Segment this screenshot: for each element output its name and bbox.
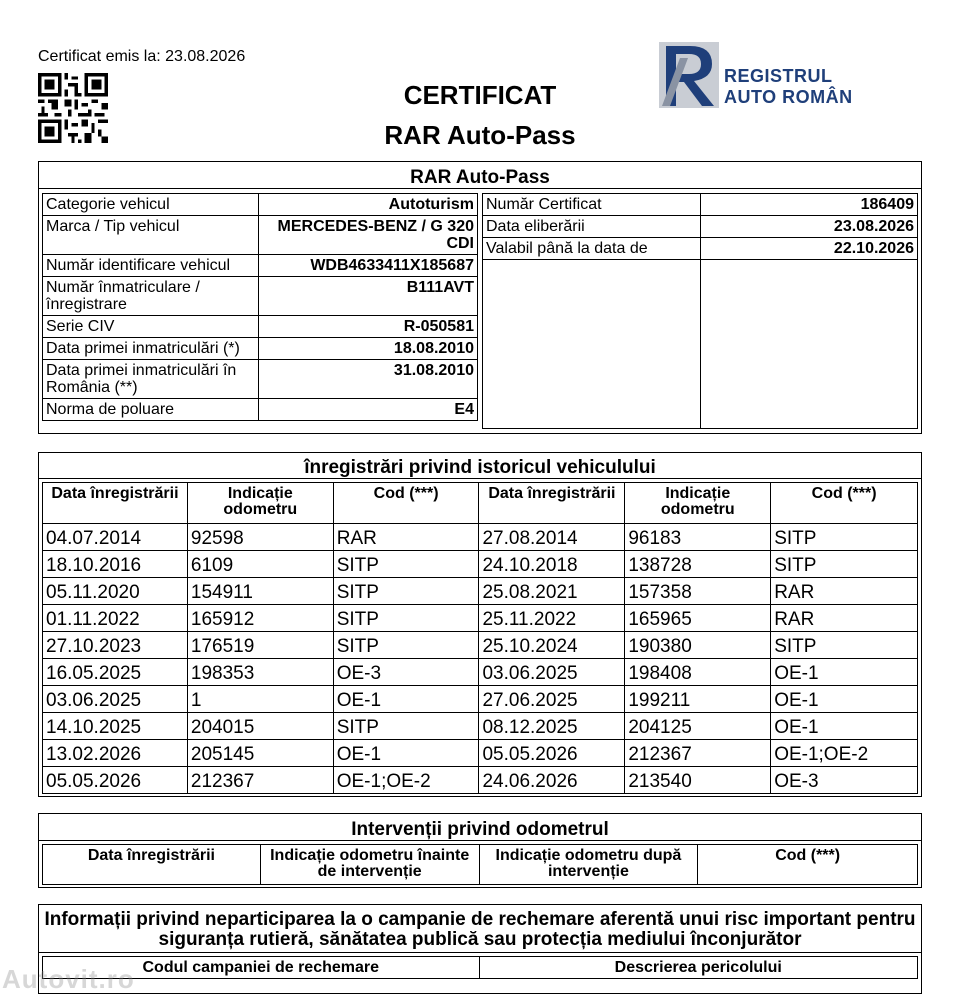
table-cell: OE-1 <box>771 713 918 740</box>
table-cell: SITP <box>333 551 479 578</box>
table-cell: 199211 <box>625 686 771 713</box>
table-cell: RAR <box>771 605 918 632</box>
table-cell: 198353 <box>187 659 333 686</box>
table-cell: 16.05.2025 <box>43 659 188 686</box>
vehicle-details-table <box>42 193 478 421</box>
table-cell: 03.06.2025 <box>43 686 188 713</box>
table-cell: 138728 <box>625 551 771 578</box>
table-row <box>43 524 918 551</box>
column-header: Indicație odometru înainte de intervenție <box>260 845 479 885</box>
table-row <box>43 605 918 632</box>
table-cell: SITP <box>333 632 479 659</box>
qr-code-icon <box>38 73 108 143</box>
table-cell: SITP <box>333 605 479 632</box>
table-cell: 05.05.2026 <box>479 740 625 767</box>
table-cell: 92598 <box>187 524 333 551</box>
table-cell: 25.10.2024 <box>479 632 625 659</box>
watermark-text: Autovit.ro <box>2 964 135 994</box>
table-cell: SITP <box>771 632 918 659</box>
column-header: Descrierea pericolului <box>479 957 918 979</box>
table-cell: 24.06.2026 <box>479 767 625 794</box>
table-row <box>43 740 918 767</box>
table-cell: SITP <box>333 578 479 605</box>
table-cell: 204125 <box>625 713 771 740</box>
odometer-section-title: Intervenții privind odometrul <box>351 819 609 840</box>
table-row: Data primei inmatriculări (*) 18.08.2010 <box>43 338 478 360</box>
history-table <box>42 482 918 794</box>
table-cell: OE-1 <box>333 686 479 713</box>
table-row: Categorie vehicul Autoturism <box>43 194 478 216</box>
table-cell: OE-1 <box>771 686 918 713</box>
rar-logo-text: REGISTRUL AUTO ROMÂN <box>724 66 853 107</box>
column-header: Data înregistrării <box>479 483 625 524</box>
issued-date: Certificat emis la: 23.08.2026 <box>38 48 246 65</box>
table-row: Marca / Tip vehicul MERCEDES-BENZ / G 320 CDI <box>43 216 478 255</box>
table-row: Norma de poluare E4 <box>43 399 478 421</box>
certificate-subtitle: RAR Auto-Pass <box>384 120 576 150</box>
table-cell: 154911 <box>187 578 333 605</box>
column-header: Cod (***) <box>698 845 918 885</box>
table-cell: 213540 <box>625 767 771 794</box>
column-header: Cod (***) <box>771 483 918 524</box>
table-cell: 05.05.2026 <box>43 767 188 794</box>
table-row <box>43 767 918 794</box>
table-cell: 13.02.2026 <box>43 740 188 767</box>
certificate-details-table <box>482 193 918 429</box>
table-cell: 205145 <box>187 740 333 767</box>
table-cell: OE-1;OE-2 <box>333 767 479 794</box>
table-row: Număr înmatriculare / înregistrare B111AVT <box>43 277 478 316</box>
table-cell: 04.07.2014 <box>43 524 188 551</box>
table-row-empty <box>483 260 918 429</box>
table-row: Data eliberării 23.08.2026 <box>483 216 918 238</box>
vehicle-section-title: RAR Auto-Pass <box>410 167 550 188</box>
table-cell: 14.10.2025 <box>43 713 188 740</box>
table-cell: 27.10.2023 <box>43 632 188 659</box>
column-header: Cod (***) <box>333 483 479 524</box>
table-cell: SITP <box>333 713 479 740</box>
table-cell: 204015 <box>187 713 333 740</box>
table-cell: 6109 <box>187 551 333 578</box>
table-row <box>43 632 918 659</box>
table-cell: 08.12.2025 <box>479 713 625 740</box>
table-cell: 212367 <box>187 767 333 794</box>
table-row <box>43 713 918 740</box>
table-cell: 190380 <box>625 632 771 659</box>
table-cell: 24.10.2018 <box>479 551 625 578</box>
table-row: Număr identificare vehicul WDB4633411X185687 <box>43 255 478 277</box>
column-header: Indicație odometru <box>625 483 771 524</box>
table-cell: 03.06.2025 <box>479 659 625 686</box>
recall-table <box>42 956 918 979</box>
table-cell: 212367 <box>625 740 771 767</box>
table-cell: SITP <box>771 551 918 578</box>
table-cell: 27.08.2014 <box>479 524 625 551</box>
table-cell: 25.11.2022 <box>479 605 625 632</box>
certificate-title: CERTIFICAT <box>403 80 557 110</box>
table-cell: 01.11.2022 <box>43 605 188 632</box>
column-header: Codul campaniei de rechemare <box>43 957 480 979</box>
table-cell: SITP <box>771 524 918 551</box>
table-cell: OE-1 <box>333 740 479 767</box>
table-cell: OE-3 <box>771 767 918 794</box>
table-row: Valabil până la data de 22.10.2026 <box>483 238 918 260</box>
table-row: Data primei inmatriculări în România (**) 31.08.2010 <box>43 360 478 399</box>
table-cell: 176519 <box>187 632 333 659</box>
table-row: Serie CIV R-050581 <box>43 316 478 338</box>
table-cell: 165965 <box>625 605 771 632</box>
table-cell: OE-1;OE-2 <box>771 740 918 767</box>
table-cell: 1 <box>187 686 333 713</box>
odometer-table <box>42 844 918 885</box>
table-cell: 198408 <box>625 659 771 686</box>
table-row <box>43 659 918 686</box>
table-cell: RAR <box>333 524 479 551</box>
table-cell: 05.11.2020 <box>43 578 188 605</box>
table-row: Număr Certificat 186409 <box>483 194 918 216</box>
table-cell: 18.10.2016 <box>43 551 188 578</box>
table-cell: RAR <box>771 578 918 605</box>
history-section-title: înregistrări privind istoricul vehiculului <box>304 457 656 478</box>
column-header: Data înregistrării <box>43 845 261 885</box>
table-cell: 96183 <box>625 524 771 551</box>
recall-section-title: Informații privind neparticiparea la o campanie de rechemare aferentă unui risc important pentru siguranța rutieră, sănătatea publică sau protecția mediului înconjurător <box>44 909 916 950</box>
column-header: Data înregistrării <box>43 483 188 524</box>
table-cell: OE-1 <box>771 659 918 686</box>
table-cell: 157358 <box>625 578 771 605</box>
column-header: Indicație odometru după intervenție <box>479 845 698 885</box>
table-row <box>43 551 918 578</box>
table-cell: 27.06.2025 <box>479 686 625 713</box>
table-cell: 165912 <box>187 605 333 632</box>
column-header: Indicație odometru <box>187 483 333 524</box>
table-cell: OE-3 <box>333 659 479 686</box>
table-row <box>43 686 918 713</box>
table-header-row <box>43 957 918 979</box>
table-header-row <box>43 845 918 885</box>
table-cell: 25.08.2021 <box>479 578 625 605</box>
table-header-row <box>43 483 918 524</box>
table-row <box>43 578 918 605</box>
